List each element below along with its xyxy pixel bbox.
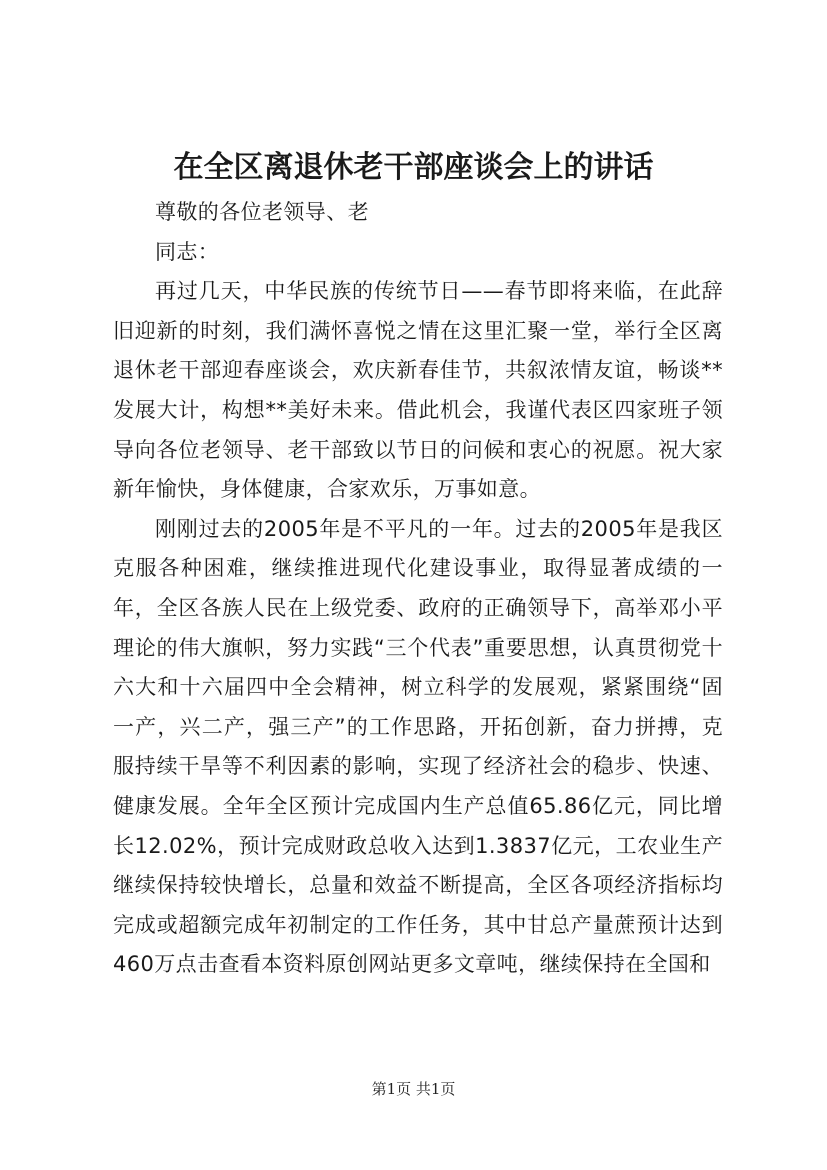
salutation-line-1: 尊敬的各位老领导、老 (155, 200, 369, 224)
page-title: 在全区离退休老干部座谈会上的讲话 (173, 150, 654, 185)
page-footer: 第1页 共1页 (371, 1080, 456, 1098)
paragraph-1: 再过几天，中华民族的传统节日——春节即将来临，在此辞旧迎新的时刻，我们满怀喜悦之情在这里汇聚一堂，举行全区离退休老干部迎春座谈会，欢庆新春佳节，共叙浓情友谊，畅谈**发展大计，构想**美好未来。借此机会，我谨代表区四家班子领导向各位老领导、老干部致以节日的问候和衷心的祝愿。祝大家新年愉快，身体健康，合家欢乐，万事如意。 (113, 279, 723, 502)
salutation-line-2: 同志： (155, 239, 220, 264)
paragraph-2: 刚刚过去的2005年是不平凡的一年。过去的2005年是我区克服各种困难，继续推进现代化建设事业，取得显著成绩的一年，全区各族人民在上级党委、政府的正确领导下，高举邓小平理论的伟大旗帜，努力实践“三个代表”重要思想，认真贯彻党十六大和十六届四中全会精神，树立科学的发展观，紧紧围绕“固一产，兴二产，强三产”的工作思路，开拓创新，奋力拼搏，克服持续干旱等不利因素的影响，实现了经济社会的稳步、快速、健康发展。全年全区预计完成国内生产总值65.86亿元，同比增长12.02%，预计完成财政总收入达到1.3837亿元，工农业生产继续保持较快增长，总量和效益不断提高，全区各项经济指标均完成或超额完成年初制定的工作任务，其中甘总产量蔗预计达到460万点击查看本资料原创网站更多文章吨，继续保持在全国和 (113, 516, 723, 977)
document-body (113, 193, 723, 985)
